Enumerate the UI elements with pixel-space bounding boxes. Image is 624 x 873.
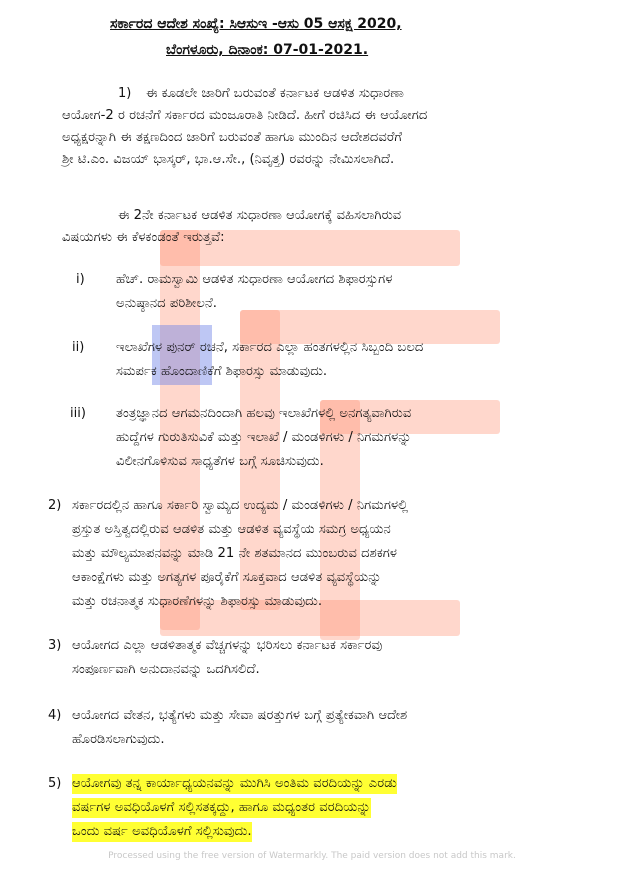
subitem-line: ಹುದ್ದೆಗಳ ಗುರುತಿಸುವಿಕೆ ಮತ್ತು ಇಲಾಖೆ / ಮಂಡಳಿಗಳು / ನಿಗಮಗಳನ್ನು — [116, 430, 412, 445]
highlighted-item-line: ಒಂದು ವರ್ಷ ಅವಧಿಯೊಳಗೆ ಸಲ್ಲಿಸುವುದು. — [72, 822, 252, 842]
para2-line: ಈ 2ನೇ ಕರ್ನಾಟಕ ಆಡಳಿತ ಸುಧಾರಣಾ ಆಯೋಗಕ್ಕೆ ವಹಿಸಲಾಗಿರುವ — [118, 208, 402, 223]
item-line: ಸರ್ಕಾರದಲ್ಲಿನ ಹಾಗೂ ಸರ್ಕಾರಿ ಸ್ವಾಮ್ಯದ ಉದ್ಯಮ / ಮಂಡಳಿಗಳು / ನಿಗಮಗಳಲ್ಲಿ — [72, 498, 409, 513]
order-number-heading: ಸರ್ಕಾರದ ಆದೇಶ ಸಂಖ್ಯೆ: ಸಿಆಸುಇ -ಆಸು 05 ಆಸಕ್ಷ 2020, — [110, 16, 402, 32]
para1-line: ಆಯೋಗ-2 ರ ರಚನೆಗೆ ಸರ್ಕಾರದ ಮಂಜೂರಾತಿ ನೀಡಿದೆ. ಹೀಗೆ ರಚಿಸಿದ ಈ ಆಯೋಗದ — [62, 108, 428, 123]
item-line: ಆಯೋಗದ ಎಲ್ಲಾ ಆಡಳಿತಾತ್ಮಕ ವೆಚ್ಚಗಳನ್ನು ಭರಿಸಲು ಕರ್ನಾಟಕ ಸರ್ಕಾರವು — [72, 638, 383, 653]
item-line: ಪ್ರಸ್ತುತ ಅಸ್ತಿತ್ವದಲ್ಲಿರುವ ಆಡಳಿತ ಮತ್ತು ಆಡಳಿತ ವ್ಯವಸ್ಥೆಯ ಸಮಗ್ರ ಅಧ್ಯಯನ — [72, 522, 391, 537]
subitem-line: ಹೆಚ್. ರಾಮಸ್ವಾಮಿ ಆಡಳಿತ ಸುಧಾರಣಾ ಆಯೋಗದ ಶಿಫಾರಸ್ಸುಗಳ — [116, 272, 393, 287]
subitem-line: ಇಲಾಖೆಗಳ ಪುನರ್ ರಚನೆ, ಸರ್ಕಾರದ ಎಲ್ಲಾ ಹಂತಗಳಲ್ಲಿನ ಸಿಬ್ಬಂದಿ ಬಲದ — [116, 340, 424, 355]
item-line: ಸಂಪೂರ್ಣವಾಗಿ ಅನುದಾನವನ್ನು ಒದಗಿಸಲಿದೆ. — [72, 662, 260, 677]
subitem-line: ಸಮರ್ಪಕ ಹೊಂದಾಣಿಕೆಗೆ ಶಿಫಾರಸ್ಸು ಮಾಡುವುದು. — [116, 364, 328, 379]
item-line: ಹೊರಡಿಸಲಾಗುವುದು. — [72, 732, 165, 747]
subitem-line: ವಿಲೀನಗೊಳಿಸುವ ಸಾಧ್ಯತೆಗಳ ಬಗ್ಗೆ ಸೂಚಿಸುವುದು. — [116, 454, 324, 469]
highlighted-item-line: ಆಯೋಗವು ತನ್ನ ಕಾರ್ಯಾಧ್ಯಯನವನ್ನು ಮುಗಿಸಿ ಅಂತಿಮ ವರದಿಯನ್ನು ಎರಡು — [72, 774, 397, 794]
item-number: 4) — [48, 708, 62, 723]
subitem-number: i) — [76, 272, 85, 287]
subitem-line: ತಂತ್ರಜ್ಞಾನದ ಆಗಮನದಿಂದಾಗಿ ಹಲವು ಇಲಾಖೆಗಳಲ್ಲಿ ಅನಗತ್ಯವಾಗಿರುವ — [116, 406, 412, 421]
para1-number: 1) — [118, 86, 132, 101]
order-date-heading: ಬೆಂಗಳೂರು, ದಿನಾಂಕ: 07-01-2021. — [166, 42, 369, 58]
para1-line: ಶ್ರೀ ಟಿ.ಎಂ. ವಿಜಯ್ ಭಾಸ್ಕರ್, ಭಾ.ಆ.ಸೇ., (ನಿವೃತ್ತ) ರವರನ್ನು ನೇಮಿಸಲಾಗಿದೆ. — [62, 152, 395, 167]
item-line: ಆಕಾಂಕ್ಷೆಗಳು ಮತ್ತು ಅಗತ್ಯಗಳ ಪೂರೈಕೆಗೆ ಸೂಕ್ತವಾದ ಆಡಳಿತ ವ್ಯವಸ್ಥೆಯನ್ನು — [72, 570, 382, 585]
highlighted-item-line: ವರ್ಷಗಳ ಅವಧಿಯೊಳಗೆ ಸಲ್ಲಿಸತಕ್ಕದ್ದು, ಹಾಗೂ ಮಧ್ಯಂತರ ವರದಿಯನ್ನು — [72, 798, 371, 818]
para1-line: ಅಧ್ಯಕ್ಷರನ್ನಾಗಿ ಈ ತಕ್ಷಣದಿಂದ ಜಾರಿಗೆ ಬರುವಂತೆ ಹಾಗೂ ಮುಂದಿನ ಆದೇಶದವರೆಗೆ — [62, 130, 403, 145]
item-line: ಮತ್ತು ರಚನಾತ್ಮಕ ಸುಧಾರಣೆಗಳನ್ನು ಶಿಫಾರಸ್ಸು ಮಾಡುವುದು. — [72, 594, 323, 609]
item-line: ಮತ್ತು ಮೌಲ್ಯಮಾಪನವನ್ನು ಮಾಡಿ 21 ನೇ ಶತಮಾನದ ಮುಂಬರುವ ದಶಕಗಳ — [72, 546, 398, 561]
subitem-number: iii) — [70, 406, 86, 421]
item-number: 5) — [48, 776, 62, 791]
item-number: 3) — [48, 638, 62, 653]
subitem-number: ii) — [72, 340, 85, 355]
watermark-notice: Processed using the free version of Watermarkly. The paid version does not add this mark. — [108, 851, 516, 861]
subitem-line: ಅನುಷ್ಠಾನದ ಪರಿಶೀಲನೆ. — [116, 296, 217, 311]
item-line: ಆಯೋಗದ ವೇತನ, ಭತ್ಯೆಗಳು ಮತ್ತು ಸೇವಾ ಷರತ್ತುಗಳ ಬಗ್ಗೆ ಪ್ರತ್ಯೇಕವಾಗಿ ಆದೇಶ — [72, 708, 408, 723]
para2-line: ವಿಷಯಗಳು ಈ ಕೆಳಕಂಡಂತೆ ಇರುತ್ತವೆ: — [62, 230, 225, 245]
para1-line: ಈ ಕೂಡಲೇ ಜಾರಿಗೆ ಬರುವಂತೆ ಕರ್ನಾಟಕ ಆಡಳಿತ ಸುಧಾರಣಾ — [146, 86, 404, 101]
item-number: 2) — [48, 498, 62, 513]
